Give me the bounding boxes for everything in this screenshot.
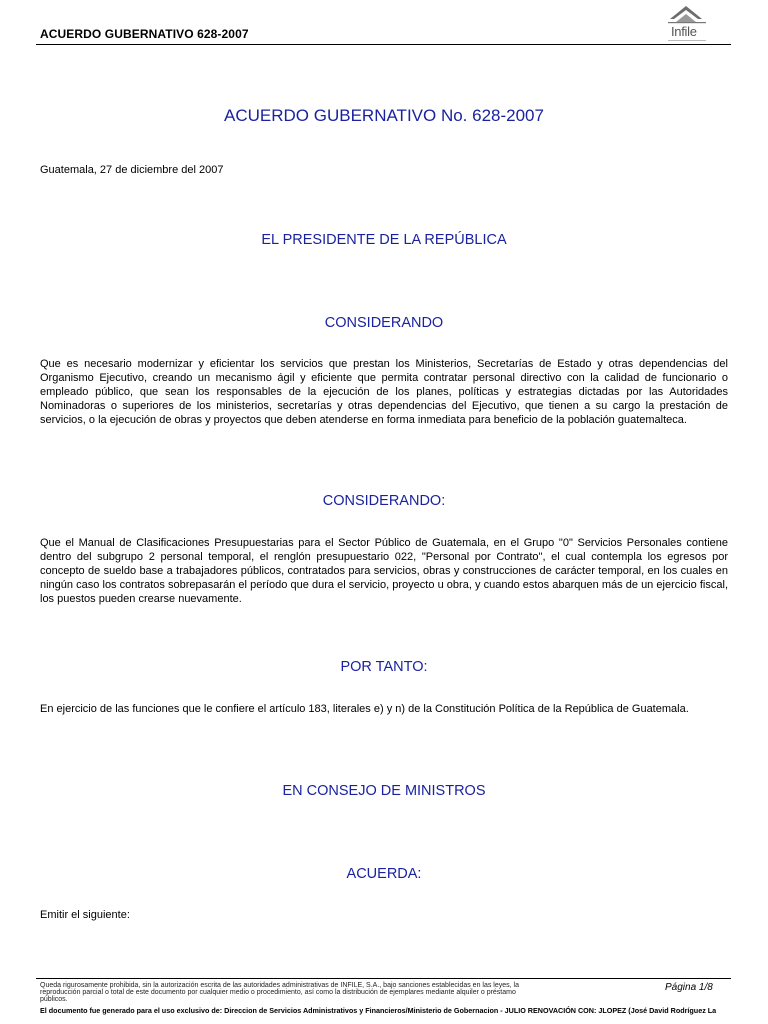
footer-legal-notice: Queda rigurosamente prohibida, sin la autorización escrita de las autoridades administrativas de INFILE, S.A., bajo sanciones establecidas en las leyes, la reproducción parcial o total de este documento por cualquier medio o procedimiento, así como la distribución de ejemplares mediante alquiler o préstamo públicos. <box>40 982 519 1003</box>
page-number: Página 1/8 <box>665 982 713 993</box>
heading-considerando-1: CONSIDERANDO <box>324 315 444 331</box>
logo-text: Infile <box>671 24 697 39</box>
paragraph-por-tanto: En ejercicio de las funciones que le confiere el artículo 183, literales e) y n) de la Constitución Política de la República de Guatemala. <box>40 703 689 715</box>
heading-considerando-2: CONSIDERANDO: <box>322 493 446 509</box>
paragraph-considerando-2: Que el Manual de Clasificaciones Presupuestarias para el Sector Público de Guatemala, en el Grupo "0" Servicios Personales contiene dentro del subgrupo 2 personal temporal, el renglón presupuestario 022, "Personal por Contrato", el cual contempla los egresos por concepto de sueldo base a trabajadores públicos, contratados para servicios, obras y construcciones de carácter temporal, en los cuales en ningún caso los contratos sobrepasarán el período que dura el servicio, proyecto u obra, y cuando estos abarquen más de un ejercicio fiscal, los puestos pueden crearse nuevamente. <box>40 537 728 605</box>
document-date: Guatemala, 27 de diciembre del 2007 <box>40 164 224 176</box>
heading-president: EL PRESIDENTE DE LA REPÚBLICA <box>261 232 507 248</box>
footer-generated-notice: El documento fue generado para el uso exclusivo de: Direccion de Servicios Administrativos y Financieros/Ministerio de Gobernacion - JULIO RENOVACIÓN CON: JLOPEZ (José David Rodríguez La <box>40 1006 717 1015</box>
heading-consejo: EN CONSEJO DE MINISTROS <box>282 783 486 799</box>
paragraph-considerando-1: Que es necesario modernizar y eficientar los servicios que prestan los Ministerios, Secretarías de Estado y otras dependencias del Organismo Ejecutivo, creando un mecanismo ágil y eficiente que permita contratar personal directivo con la calidad de funcionario o empleado público, que sean los responsables de la ejecución de los planes, políticas y estrategias dictadas por las Autoridades Nominadoras o superiores de los ministerios, secretarías y otras dependencias del Ejecutivo, que tienen a su cargo la prestación de servicios, o la ejecución de obras y proyectos que deben atenderse en forma inmediata para beneficio de la población guatemalteca. <box>40 358 728 426</box>
header-title: ACUERDO GUBERNATIVO 628-2007 <box>40 27 249 41</box>
paragraph-acuerda: Emitir el siguiente: <box>40 909 130 921</box>
footer-divider <box>36 978 731 979</box>
heading-por-tanto: POR TANTO: <box>340 659 428 675</box>
header-divider <box>36 44 731 45</box>
heading-acuerda: ACUERDA: <box>346 866 422 882</box>
document-title: ACUERDO GUBERNATIVO No. 628-2007 <box>224 106 544 125</box>
